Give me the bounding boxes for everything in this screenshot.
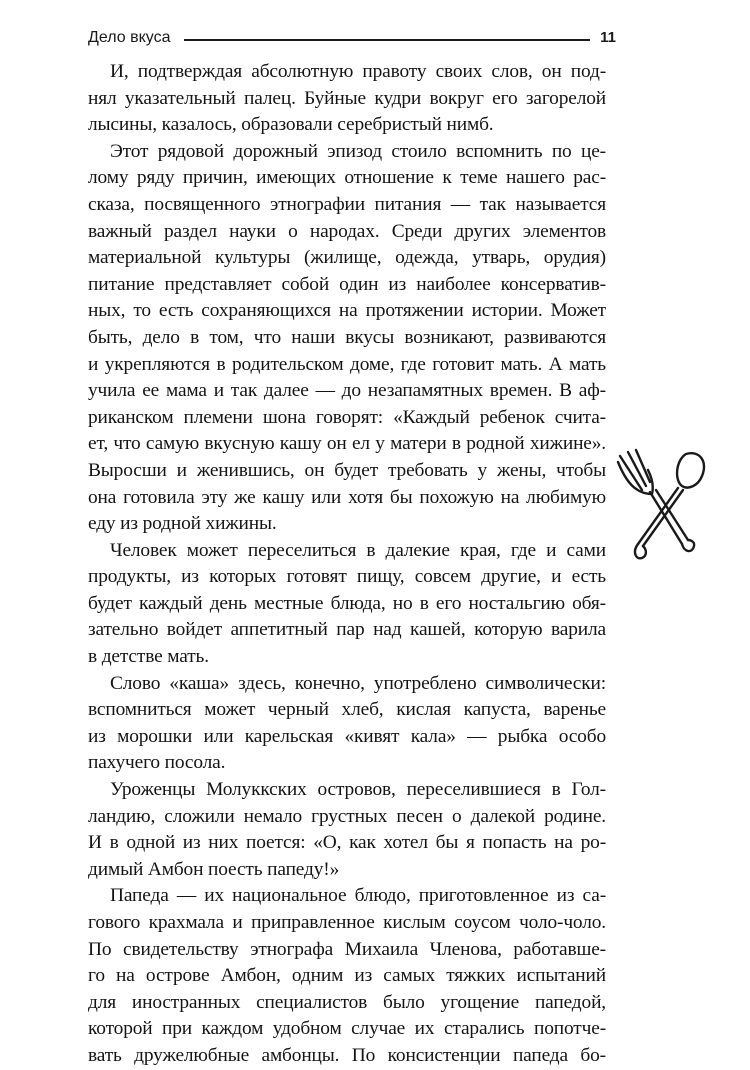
- text-line: Выросши и женившись, он будет требовать у жены, чтобы: [88, 459, 606, 481]
- text-line: учила ее мама и так далее — до незапамятных времен. В аф-: [88, 380, 606, 402]
- text-line: И, подтверждая абсолютную правоту своих слов, он под-: [110, 61, 606, 82]
- text-line: из морошки или карельская «кивят кала» — рыбка особо: [88, 725, 606, 747]
- text-line: которой при каждом удобном случае их старались попотче-: [88, 1018, 606, 1040]
- text-line: лому ряду причин, имеющих отношение к теме нашего рас-: [88, 167, 606, 189]
- text-line: быть, дело в том, что наши вкусы возникают, развиваются: [88, 326, 606, 348]
- body-text: [88, 59, 606, 1070]
- text-line: Слово «каша» здесь, конечно, употреблено символически:: [110, 672, 606, 694]
- text-line: еду из родной хижины.: [88, 513, 277, 535]
- text-line: По свидетельству этнографа Михаила Членова, работавше-: [88, 938, 606, 960]
- text-line: нял указательный палец. Буйные кудри вокруг его загорелой: [88, 87, 606, 109]
- text-line: вать дружелюбные амбонцы. По консистенции папеда бо-: [88, 1044, 606, 1066]
- fork-spoon-icon: [612, 448, 712, 568]
- running-head: [88, 28, 616, 50]
- text-line: зательно войдет аппетитный пар над кашей, которую варила: [88, 619, 606, 641]
- text-line: димый Амбон поесть папеду!»: [88, 858, 340, 880]
- running-head-title: Дело вкуса: [88, 28, 176, 48]
- text-line: сказа, посвященного этнографии питания — так называется: [88, 193, 606, 215]
- text-line: будет каждый день местные блюда, но в его ностальгию обя-: [88, 592, 606, 614]
- text-line: И в одной из них поется: «О, как хотел бы я попасть на ро-: [88, 832, 606, 854]
- text-line: в детстве мать.: [88, 646, 209, 668]
- text-line: риканском племени шона говорят: «Каждый ребенок счита-: [88, 406, 606, 428]
- text-line: лысины, казалось, образовали серебристый нимб.: [88, 114, 494, 136]
- text-line: Человек может переселиться в далекие края, где и сами: [110, 539, 606, 561]
- text-line: го на острове Амбон, одним из самых тяжких испытаний: [88, 965, 606, 987]
- text-line: вспомниться может черный хлеб, кислая капуста, варенье: [88, 699, 606, 721]
- text-line: и укрепляются в родительском доме, где готовит мать. А мать: [88, 353, 606, 375]
- text-line: для иностранных специалистов было угощение папедой,: [88, 991, 606, 1013]
- text-line: продукты, из которых готовят пищу, совсем другие, и есть: [88, 566, 606, 588]
- text-line: Уроженцы Молуккских островов, переселившиеся в Гол-: [110, 779, 606, 801]
- text-line: Папеда — их национальное блюдо, приготовленное из са-: [110, 885, 606, 907]
- text-line: ных, то есть сохраняющихся на протяжении истории. Может: [88, 300, 606, 322]
- text-line: ет, что самую вкусную кашу он ел у матери в родной хижине».: [88, 433, 606, 455]
- text-line: пахучего посола.: [88, 752, 226, 774]
- text-line: важный раздел науки о народах. Среди других элементов: [88, 220, 606, 242]
- text-line: ландию, сложили немало грустных песен о далекой родине.: [88, 805, 606, 827]
- text-line: она готовила эту же кашу или хотя бы похожую на любимую: [88, 486, 606, 508]
- text-line: Этот рядовой дорожный эпизод стоило вспомнить по це-: [110, 140, 606, 162]
- page-number: 11: [600, 29, 616, 46]
- running-head-rule: [184, 39, 590, 41]
- text-line: гового крахмала и приправленное кислым соусом чоло-чоло.: [88, 912, 606, 933]
- text-line: материальной культуры (жилище, одежда, утварь, орудия): [88, 247, 606, 269]
- text-line: питание представляет собой один из наиболее консерватив-: [88, 273, 606, 295]
